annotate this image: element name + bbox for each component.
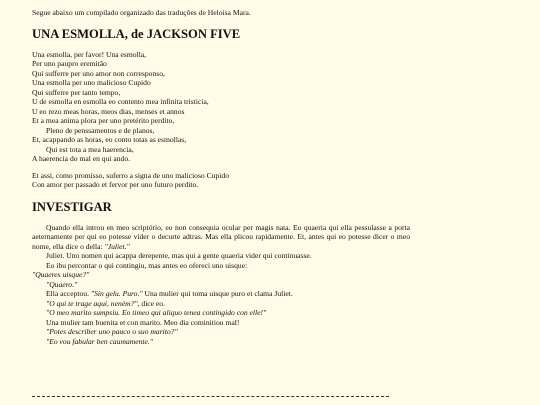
dialogue-line: "Potes describer uno pauco o suo marito?" [46, 327, 178, 336]
dialogue-line: "Eo vou fabular ben caumamente." [46, 336, 153, 346]
poem-line: U eo rezo meas horas, meos dias, menses et annos [32, 106, 185, 116]
poem-line: Pleno de penssamentos e de planos, [46, 125, 155, 135]
poem-line: Qui est tota a mea haerencia, [46, 144, 134, 154]
dialogue-line: "O meo marito sumpsiu. Eo timeo qui aliquo tenea contingido con elle!" [46, 308, 267, 317]
poem-line: Et, acappando as horas, eo conto totas as esmollas, [32, 135, 187, 144]
closing-line: Et assi, como promisso, suferro a signa de uno malicioso Cupido [32, 170, 229, 180]
dashed-divider [32, 396, 389, 397]
story-paragraph: Una mulier tam buenita et con marito. Meo dia cominitiou mal! [46, 317, 240, 327]
story-paragraph: Eo ibu percontar o qui contingiu, mas antes eo ofereci uno uisque: [46, 260, 248, 270]
poem-line: A haerencia do mal en qui ando. [32, 154, 131, 163]
poem-line: Per uno paupro eremitão [32, 59, 107, 68]
story-text: Quando ella introu en meo scriptório, eo non consequia ocular per magis nata. Eo quaeria qui ella pessulasse a porta aeternamente per qui eo potesse vider o decurte adtras. Mas ella plicou rapidamente. Et, antes qui eo potesse dicer o meo nome, ella dice o della: [32, 222, 410, 251]
poem [32, 50, 528, 164]
poem-closing [32, 171, 528, 190]
story-paragraph: Juliet. Uno nomen qui acappa derepente, mas qui a gente quaeria vider qui continuasse. [46, 251, 312, 260]
story-text: Ella acceptou. [46, 289, 91, 298]
story-paragraph [32, 289, 410, 299]
story [32, 223, 410, 347]
story-paragraph [32, 223, 410, 252]
poem-line: Una esmolla, per favor! Una esmolla, [32, 49, 147, 59]
poem-line: Qui sufferre per tanto tempo, [32, 87, 121, 97]
story-paragraph [32, 299, 410, 309]
poem-line: Qui sufferre per uno amor non corresponso, [32, 68, 165, 78]
poem-line: U de esmolla en esmolla eo contento mea infinita tristicia, [32, 97, 209, 106]
dialogue-quote: "Sin gelu. Puro." [90, 289, 143, 298]
story-text: Una mulier qui toma uisque puro et clama Juliet. [142, 289, 293, 298]
poem-line: Et a mea anima plora per uno pretérito perdito, [32, 116, 175, 125]
story-title: INVESTIGAR [32, 199, 112, 214]
intro-text: Segue abaixo um compilado organizado das traduções de Heloísa Mara. [32, 8, 251, 17]
dialogue-quote: "Juliet." [104, 241, 130, 251]
dialogue-quote: "O qui te trage aqui, neném?" [46, 298, 138, 308]
closing-line: Con amor per passado et fervor per uno futuro perdito. [32, 180, 199, 189]
dialogue-line: "Quaero." [46, 279, 78, 289]
story-text: , dice eo. [137, 298, 166, 308]
dialogue-line: "Quaeres uisque?" [32, 270, 90, 279]
poem-title: UNA ESMOLLA, de JACKSON FIVE [32, 26, 241, 41]
poem-line: Una esmolla per uno malicioso Cupido [32, 78, 151, 87]
